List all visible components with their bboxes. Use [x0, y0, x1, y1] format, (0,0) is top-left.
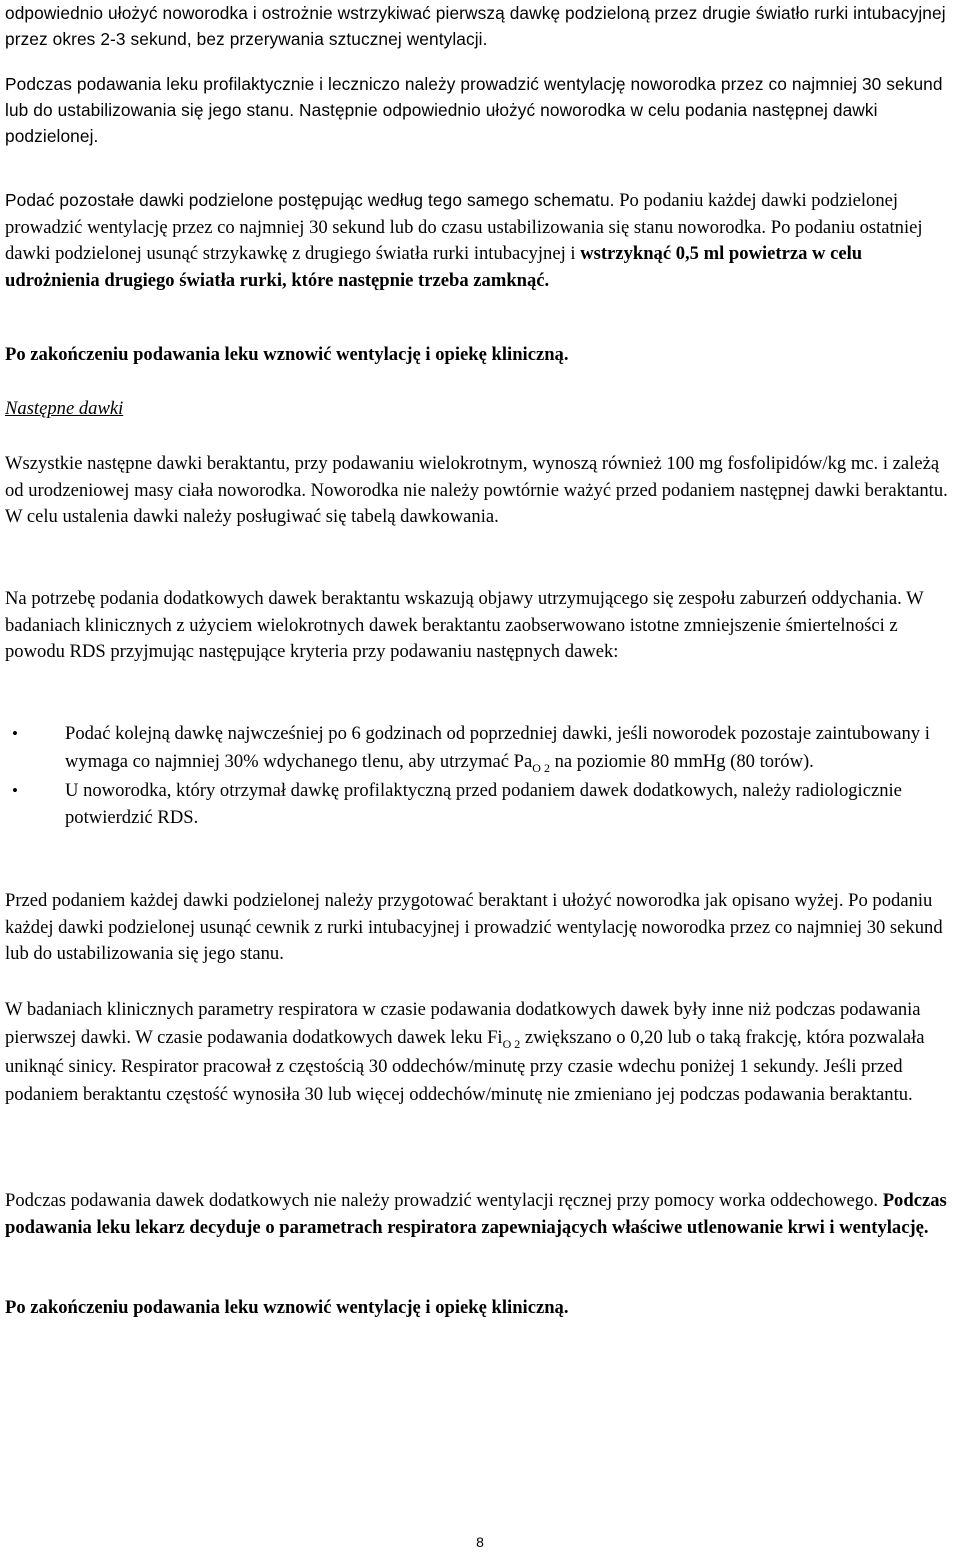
paragraph-4-bold — [5, 342, 955, 369]
paragraph-4-bold-text: Po zakończeniu podawania leku wznowić wentylację i opiekę kliniczną. — [5, 344, 569, 365]
subscript-o2: O 2 — [502, 1037, 521, 1051]
paragraph-5: Wszystkie następne dawki beraktantu, przy podawaniu wielokrotnym, wynoszą również 100 mg fosfolipidów/kg mc. i zależą od urodzeniowej masy ciała noworodka. Noworodka nie należy powtórnie ważyć przed podaniem następnej dawki beraktantu. W celu ustalenia dawki należy posługiwać się tabelą dawkowania. — [5, 453, 948, 527]
criteria-list — [5, 720, 955, 831]
section-heading-text: Następne dawki — [5, 398, 124, 419]
paragraph-10-bold — [5, 1295, 955, 1322]
paragraph-3 — [5, 187, 955, 294]
paragraph-8 — [5, 996, 955, 1109]
paragraph-1: odpowiednio ułożyć noworodka i ostrożnie wstrzykiwać pierwszą dawkę podzieloną przez drugie światło rurki intubacyjnej przez okres 2-3 sekund, bez przerywania sztucznej wentylacji. — [5, 3, 946, 49]
paragraph-8-text-a: W badaniach klinicznych parametry respiratora w czasie podawania dodatkowych dawek były inne niż podczas podawania pierwszej dawki. W czasie podawania dodatkowych dawek leku Fi — [5, 999, 921, 1048]
subscript-o2: O 2 — [532, 760, 550, 775]
paragraph-6: Na potrzebę podania dodatkowych dawek beraktantu wskazują objawy utrzymującego się zespołu zaburzeń oddychania. W badaniach klinicznych z użyciem wielokrotnych dawek beraktantu zaobserwowano istotne zmniejszenie śmiertelności z powodu RDS przyjmując następujące kryteria przy podawaniu następnych dawek: — [5, 588, 924, 662]
page-number: 8 — [476, 1534, 484, 1550]
list-item — [5, 778, 955, 831]
paragraph-9 — [5, 1188, 955, 1241]
list-item — [5, 720, 955, 777]
paragraph-8-text-b: zwiększano o 0,20 lub o taką frakcję, która pozwalała uniknąć sinicy. Respirator pracował z częstością 30 oddechów/minutę przy czasie wdechu poniżej 1 sekundy. Jeśli przed podaniem beraktantu częstość wynosiła 30 lub więcej oddechów/minutę nie zmieniano jej podczas podawania beraktantu. — [5, 1027, 925, 1105]
list-item-text: U noworodka, który otrzymał dawkę profilaktyczną przed podaniem dawek dodatkowych, należy radiologicznie potwierdzić RDS. — [65, 780, 902, 828]
list-item-text-a: Podać kolejną dawkę najwcześniej po 6 godzinach od poprzedniej dawki, jeśli noworodek pozostaje zaintubowany i wymaga co najmniej 30% wdychanego tlenu, aby utrzymać Pa — [65, 723, 930, 772]
paragraph-7: Przed podaniem każdej dawki podzielonej należy przygotować beraktant i ułożyć noworodka jak opisano wyżej. Po podaniu każdej dawki podzielonej usunąć cewnik z rurki intubacyjnej i prowadzić wentylację noworodka przez co najmniej 30 sekund lub do ustabilizowania się jego stanu. — [5, 890, 943, 964]
paragraph-10-bold-text: Po zakończeniu podawania leku wznowić wentylację i opiekę kliniczną. — [5, 1297, 569, 1318]
section-heading — [5, 396, 955, 423]
list-item-text-b: na poziomie 80 mmHg (80 torów). — [549, 750, 814, 772]
paragraph-9-bold: Podczas podawania leku lekarz decyduje o parametrach respiratora zapewniających właściwe utlenowanie krwi i wentylację. — [5, 1190, 947, 1238]
paragraph-3-bold: wstrzyknąć 0,5 ml powietrza w celu udrożnienia drugiego światła rurki, które następnie trzeba zamknąć. — [5, 243, 863, 291]
paragraph-3-sans-text: Podać pozostałe dawki podzielone postępując według tego samego schematu. — [5, 190, 615, 210]
bullet-icon: • — [12, 724, 18, 743]
paragraph-9-text: Podczas podawania dawek dodatkowych nie należy prowadzić wentylacji ręcznej przy pomocy worka oddechowego. — [5, 1190, 883, 1211]
paragraph-2: Podczas podawania leku profilaktycznie i leczniczo należy prowadzić wentylację noworodka przez co najmniej 30 sekund lub do ustabilizowania się jego stanu. Następnie odpowiednio ułożyć noworodka w celu podania następnej dawki podzielonej. — [5, 74, 943, 146]
paragraph-3-text-b: Po podaniu ostatniej dawki podzielonej usunąć strzykawkę z drugiego światła rurki intubacyjnej i — [5, 216, 923, 264]
paragraph-3-text-a: Po podaniu każdej dawki podzielonej prowadzić wentylację przez co najmniej 30 sekund lub do czasu ustabilizowania się stanu noworodka. — [5, 190, 899, 238]
bullet-icon: • — [12, 781, 18, 800]
